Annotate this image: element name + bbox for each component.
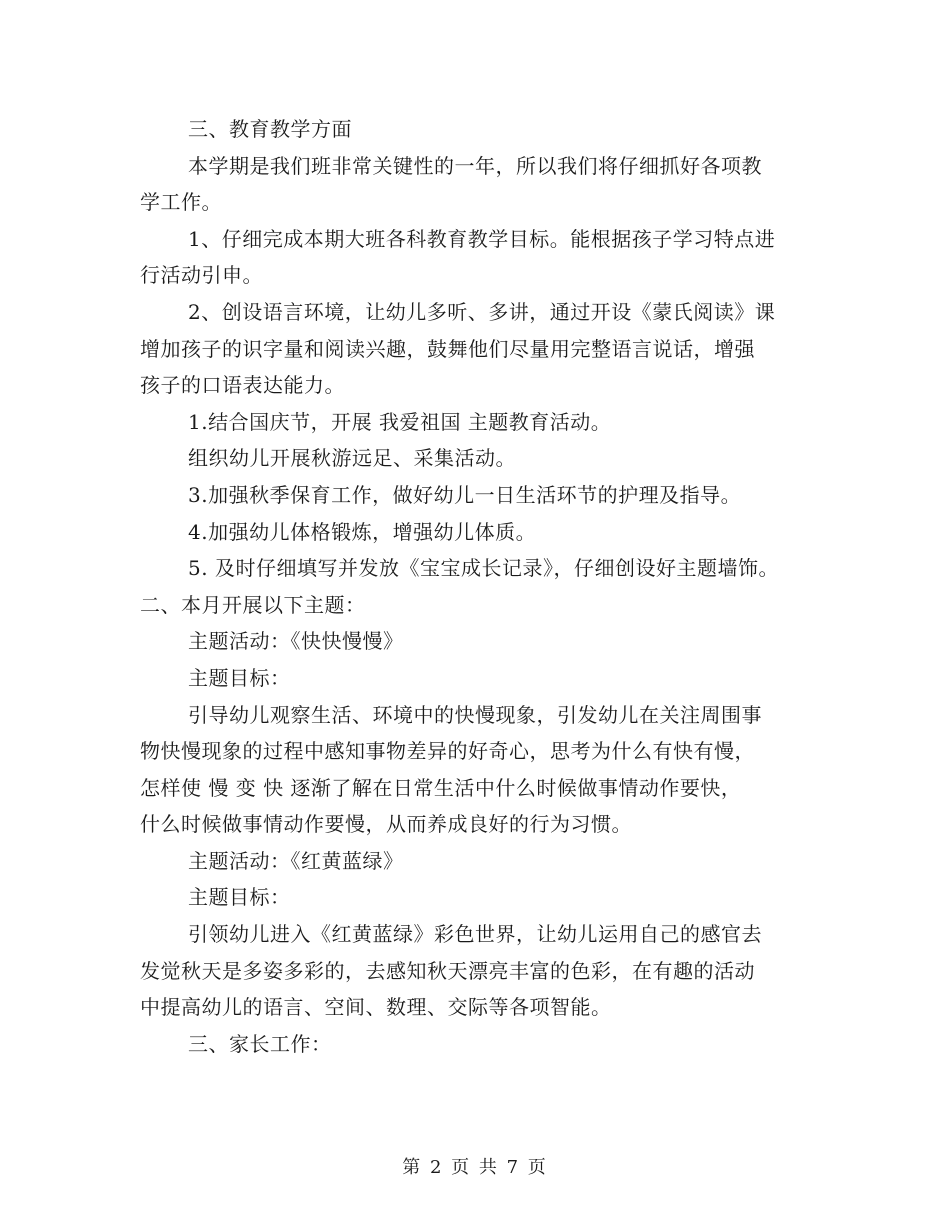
text-line: 三、教育教学方面 bbox=[188, 117, 352, 141]
text-line: 2、创设语言环境，让幼儿多听、多讲，通过开设《蒙氏阅读》课 bbox=[188, 299, 776, 324]
text-line: 怎样使 慢 变 快 逐渐了解在日常生活中什么时候做事情动作要快， bbox=[140, 775, 742, 800]
text-line: 3.加强秋季保育工作，做好幼儿一日生活环节的护理及指导。 bbox=[188, 482, 742, 507]
text-line: 三、家长工作： bbox=[188, 1031, 332, 1056]
text-line: 中提高幼儿的语言、空间、数理、交际等各项智能。 bbox=[140, 995, 612, 1020]
text-line: 增加孩子的识字量和阅读兴趣，鼓舞他们尽量用完整语言说话，增强 bbox=[140, 336, 755, 361]
text-line: 引领幼儿进入《红黄蓝绿》彩色世界，让幼儿运用自己的感官去 bbox=[188, 922, 762, 947]
text-line: 组织幼儿开展秋游远足、采集活动。 bbox=[188, 446, 516, 471]
text-line: 主题活动：《快快慢慢》 bbox=[188, 629, 404, 654]
document-body bbox=[140, 111, 830, 1062]
text-line: 本学期是我们班非常关键性的一年，所以我们将仔细抓好各项教 bbox=[188, 153, 762, 178]
text-line: 5. 及时仔细填写并发放《宝宝成长记录》，仔细创设好主题墙饰。 bbox=[188, 556, 779, 581]
text-line: 主题目标： bbox=[188, 885, 291, 910]
text-line: 物快慢现象的过程中感知事物差异的好奇心，思考为什么有快有慢， bbox=[140, 739, 755, 764]
text-line: 什么时候做事情动作要慢，从而养成良好的行为习惯。 bbox=[140, 812, 632, 837]
text-line: 主题目标： bbox=[188, 665, 291, 690]
text-line: 学工作。 bbox=[140, 190, 222, 215]
text-line: 行活动引申。 bbox=[140, 263, 263, 288]
text-line: 1.结合国庆节，开展 我爱祖国 主题教育活动。 bbox=[188, 409, 612, 434]
text-line: 4.加强幼儿体格锻炼，增强幼儿体质。 bbox=[188, 519, 537, 544]
text-line: 二、本月开展以下主题： bbox=[140, 592, 366, 617]
text-line: 1、仔细完成本期大班各科教育教学目标。能根据孩子学习特点进 bbox=[188, 226, 776, 251]
text-line: 孩子的口语表达能力。 bbox=[140, 373, 345, 398]
text-line: 主题活动：《红黄蓝绿》 bbox=[188, 848, 404, 873]
text-line: 发觉秋天是多姿多彩的，去感知秋天漂亮丰富的色彩，在有趣的活动 bbox=[140, 958, 755, 983]
page-footer: 第 2 页 共 7 页 bbox=[402, 1157, 548, 1178]
text-line: 引导幼儿观察生活、环境中的快慢现象，引发幼儿在关注周围事 bbox=[188, 702, 762, 727]
